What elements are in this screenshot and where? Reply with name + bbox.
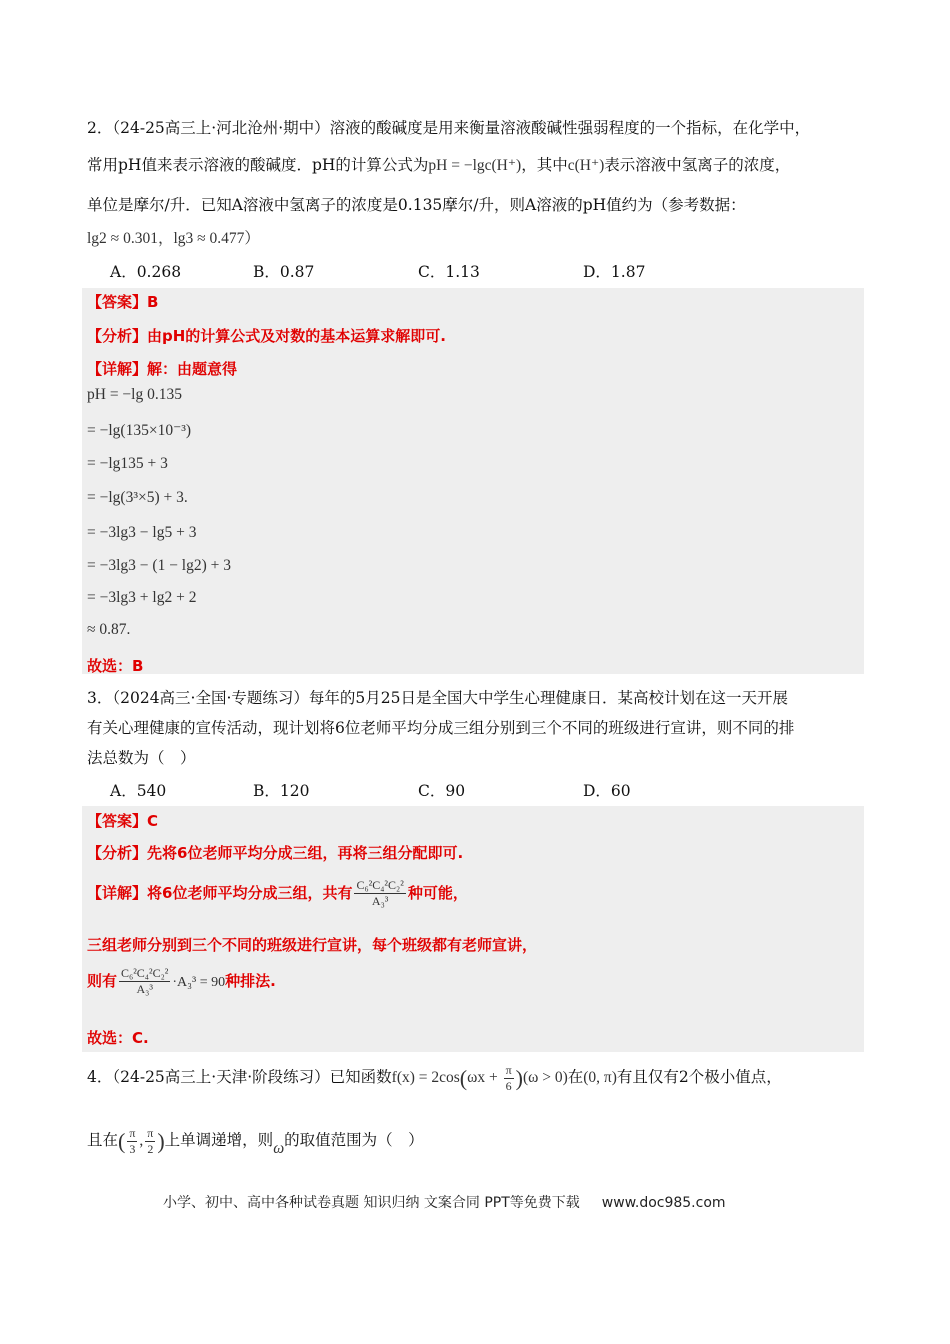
- q3-line-b: 三组老师分别到三个不同的班级进行宣讲，每个班级都有老师宣讲，: [87, 936, 538, 954]
- q3-line-1: 3．（2024高三·全国·专题练习）每年的5月25日是全国大中学生心理健康日．某高校计划在这一天开展: [87, 689, 788, 707]
- q4-line-2-end: 的取值范围为（ ）: [284, 1131, 424, 1150]
- footer-text: 小学、初中、高中各种试卷真题 知识归纳 文案合同 PPT等免费下载: [163, 1195, 580, 1211]
- pi-over-6-num: π: [505, 1063, 512, 1077]
- q3-option-d: D．60: [583, 782, 631, 800]
- q3-detail-text: 【详解】将6位老师平均分成三组，共有: [87, 884, 353, 902]
- q3-fraction-2: [119, 966, 170, 997]
- q3-option-a: A．540: [110, 782, 167, 800]
- paren-right-2: ): [157, 1128, 165, 1154]
- pi-over-2-num: π: [147, 1126, 154, 1140]
- q2-option-d: D．1.87: [583, 263, 646, 281]
- q2-option-a: A．0.268: [110, 263, 182, 281]
- q3-detail-end: 种可能，: [407, 884, 468, 902]
- q3-option-b: B．120: [253, 782, 310, 800]
- q3-fraction-2-den: A₃³: [136, 982, 153, 996]
- q3-then-text: 则有: [87, 972, 118, 990]
- q4-line-1-end: 有且仅有2个极小值点，: [616, 1068, 782, 1087]
- q2-step-8: ≈ 0.87.: [87, 621, 131, 638]
- q4-line-1: [87, 1063, 782, 1094]
- h-concentration: c(H⁺): [567, 157, 605, 174]
- paren-left: (: [459, 1065, 468, 1091]
- q2-line-2-sep: ，其中: [521, 156, 568, 174]
- q4-function-head: f(x) = 2cos: [391, 1069, 460, 1087]
- pi-over-2: [145, 1126, 155, 1157]
- q3-choice: 故选：C.: [87, 1029, 149, 1047]
- q2-choice: 故选：B: [87, 657, 144, 675]
- q3-then-formula: ·A₃³ = 90: [172, 975, 226, 990]
- q2-step-6: = −3lg3 − (1 − lg2) + 3: [87, 557, 232, 574]
- q4-line-2: [87, 1126, 424, 1157]
- pi-over-3-num: π: [129, 1126, 136, 1140]
- footer-url: www.doc985.com: [601, 1195, 726, 1211]
- q3-line-2: 有关心理健康的宣传活动，现计划将6位老师平均分成三组分别到三个不同的班级进行宣讲，则不同的排: [87, 719, 795, 737]
- q4-line-1-in: 在: [567, 1068, 584, 1087]
- q4-interval-2: ( $\frac{\pi}{3}$ , $\frac{\pi}{2}$ ): [118, 1126, 165, 1156]
- pi-over-2-den: 2: [147, 1142, 154, 1156]
- q3-option-c: C．90: [418, 782, 466, 800]
- q4-line-2-mid: 上单调递增，则: [164, 1131, 274, 1150]
- q3-then: [87, 966, 276, 997]
- q2-step-3: = −lg135 + 3: [87, 455, 168, 472]
- q3-analysis: 【分析】先将6位老师平均分成三组，再将三组分配即可.: [87, 844, 464, 862]
- q3-line-3: 法总数为（ ）: [87, 749, 196, 767]
- ph-formula: pH = −lgc(H⁺): [428, 157, 522, 174]
- q2-step-4: = −lg(3³×5) + 3.: [87, 489, 188, 506]
- q4-function-cond: (ω > 0): [522, 1069, 568, 1087]
- q3-fraction: [354, 878, 405, 909]
- paren-right: ): [515, 1065, 523, 1091]
- q3-fraction-2-num: C₆²C₄²C₂²: [121, 966, 169, 980]
- pi-over-6: [504, 1063, 514, 1094]
- q2-line-4: lg2 ≈ 0.301，lg3 ≈ 0.477）: [87, 230, 260, 247]
- q2-analysis: 【分析】由pH的计算公式及对数的基本运算求解即可.: [87, 327, 446, 345]
- q3-then-end: 种排法.: [225, 972, 276, 990]
- pi-over-6-den: 6: [505, 1079, 512, 1093]
- q3-fraction-den: A₃³: [371, 894, 389, 908]
- q2-step-5: = −3lg3 − lg5 + 3: [87, 524, 197, 541]
- q4-function-arg: ωx +: [467, 1069, 502, 1087]
- page-footer: [163, 1192, 726, 1212]
- q2-line-1: 2．（24-25高三上·河北沧州·期中）溶液的酸碱度是用来衡量溶液酸碱性强弱程度的一个指标，在化学中，: [87, 119, 811, 137]
- paren-left-2: (: [118, 1128, 126, 1154]
- q3-detail: [87, 878, 468, 909]
- q4-line-2-text: 且在: [87, 1131, 119, 1150]
- q3-answer: 【答案】C: [87, 812, 159, 830]
- pi-over-3: [127, 1126, 137, 1157]
- q3-fraction-num: C₆²C₄²C₂²: [356, 878, 404, 892]
- q2-option-b: B．0.87: [253, 263, 315, 281]
- q2-step-2: = −lg(135×10⁻³): [87, 422, 192, 439]
- q2-detail: 【详解】解：由题意得: [87, 360, 238, 378]
- q4-omega: ω: [273, 1140, 285, 1158]
- q2-step-1: pH = −lg 0.135: [87, 386, 182, 403]
- q2-option-c: C．1.13: [418, 263, 480, 281]
- q2-line-2-text: 常用pH值来表示溶液的酸碱度．pH的计算公式为: [87, 156, 429, 174]
- q4-line-1-text: 4．（24-25高三上·天津·阶段练习）已知函数: [87, 1068, 392, 1087]
- q4-function: [391, 1063, 568, 1093]
- q2-answer: 【答案】B: [87, 293, 159, 311]
- pi-over-3-den: 3: [129, 1142, 136, 1156]
- q2-step-7: = −3lg3 + lg2 + 2: [87, 589, 197, 606]
- q2-line-2-end: 表示溶液中氢离子的浓度，: [604, 156, 791, 174]
- q2-line-2: [87, 153, 790, 175]
- q4-interval: (0, π): [583, 1069, 617, 1087]
- q2-line-3: 单位是摩尔/升．已知A溶液中氢离子的浓度是0.135摩尔/升，则A溶液的pH值约为（参考数据：: [87, 196, 746, 214]
